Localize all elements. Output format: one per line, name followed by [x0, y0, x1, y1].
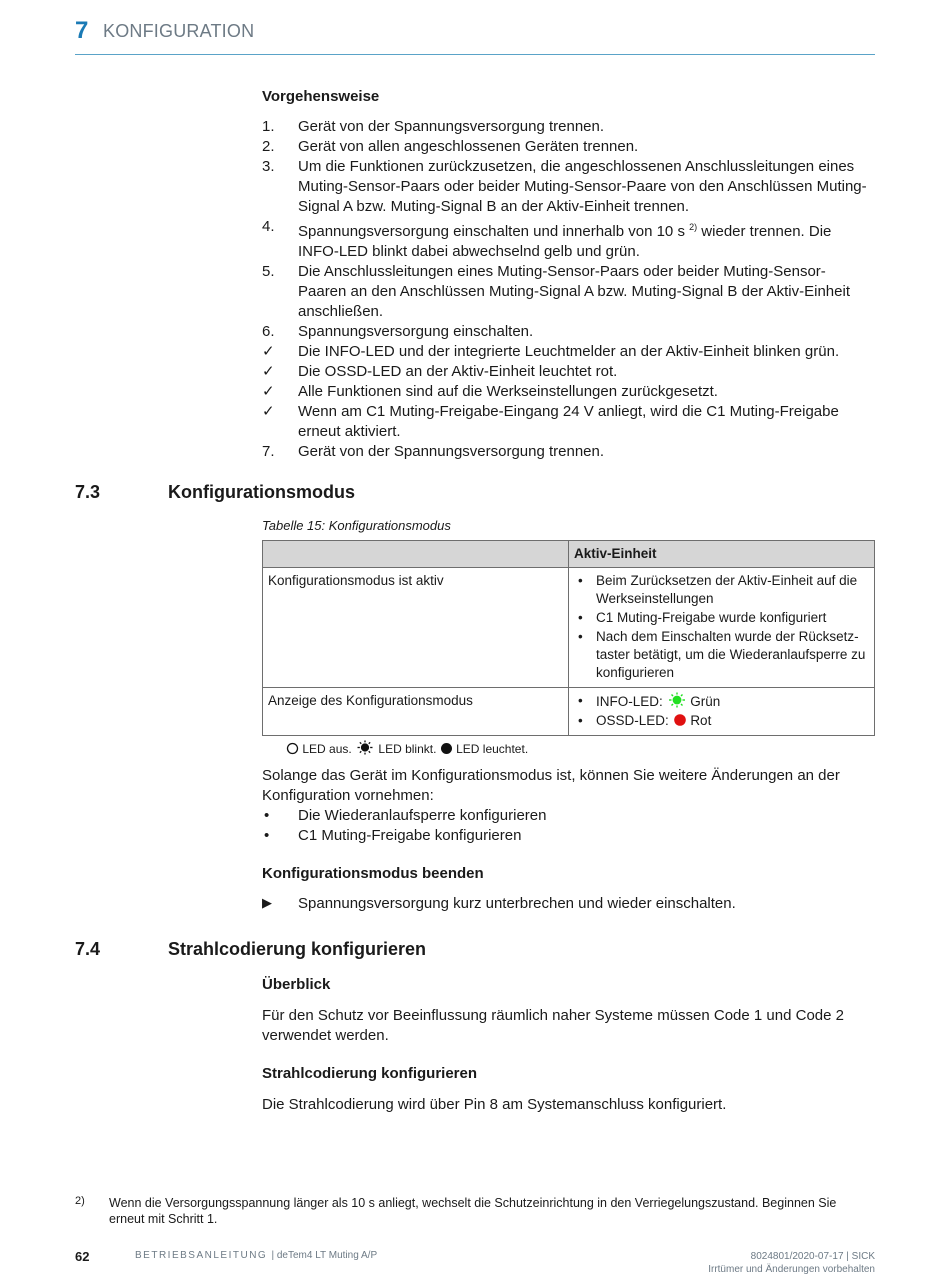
table-row — [263, 688, 875, 736]
legend-on-text: LED leuchtet. — [456, 742, 529, 756]
check-icon: ✓ — [262, 403, 275, 420]
step-number: 2. — [262, 138, 275, 155]
table-cell — [569, 568, 875, 688]
step-text: Die OSSD-LED an der Aktiv-Einheit leuchtet rot. — [298, 363, 618, 380]
step-item — [262, 117, 874, 137]
info-led-label: INFO-LED: — [596, 694, 663, 709]
list-item — [262, 806, 874, 826]
table-header-row — [263, 541, 875, 568]
table-cell: Anzeige des Konfigurationsmodus — [263, 688, 569, 736]
step-item — [262, 217, 874, 262]
procedure-steps — [262, 117, 874, 462]
cell-list — [574, 692, 869, 730]
result-item — [262, 382, 874, 402]
action-arrow-icon: ▶ — [262, 895, 272, 910]
step-text: Alle Funktionen sind auf die Werkseinstellungen zurückgesetzt. — [298, 383, 718, 400]
step-text: Spannungsversorgung einschalten. — [298, 323, 534, 340]
led-blinking-icon — [355, 740, 375, 755]
beam-coding-text: Die Strahlcodierung wird über Pin 8 am Systemanschluss konfiguriert. — [262, 1096, 727, 1113]
step-text: Gerät von allen angeschlossenen Geräten trennen. — [298, 138, 639, 155]
overview-text: Für den Schutz vor Beeinflussung räumlich naher Systeme müssen Code 1 und Code 2 verwendet werden. — [262, 1007, 844, 1044]
footnote-text: Wenn die Versorgungsspannung länger als 10 s anliegt, wechselt die Schutzeinrichtung in den Verriegelungszustand. Beginnen Sie erneut mit Schritt 1. — [109, 1196, 837, 1226]
footer-right — [708, 1250, 875, 1276]
info-led-value: Grün — [690, 694, 721, 709]
bullet-icon: • — [264, 827, 270, 844]
list-item: • Beim Zurücksetzen der Aktiv-Einheit auf die Werkseinstellungen — [574, 572, 869, 608]
config-mode-table — [262, 540, 875, 736]
led-off-icon — [286, 742, 299, 755]
section-number: 7.4 — [75, 939, 101, 959]
footer-doc-info — [135, 1250, 377, 1261]
table-header-cell: Aktiv-Einheit — [569, 541, 875, 568]
step-text: Wenn am C1 Muting-Freigabe-Eingang 24 V anliegt, wird die C1 Muting-Freigabe erneut aktiviert. — [298, 403, 839, 440]
table-row — [263, 568, 875, 688]
section-number: 7.3 — [75, 482, 101, 502]
ossd-led-label: OSSD-LED: — [596, 713, 669, 728]
step-text: Gerät von der Spannungsversorgung trennen. — [298, 118, 605, 135]
step-item — [262, 442, 874, 462]
step-number: 5. — [262, 263, 275, 280]
step-number: 7. — [262, 443, 275, 460]
bullet-text: Die Wiederanlaufsperre konfigurieren — [298, 807, 547, 824]
step-text: Um die Funktionen zurückzusetzen, die angeschlossenen Anschlussleitungen eines Muting-Sensor-Paars oder beider Muting-Sensor-Paare von den Anschlüssen Muting-Signal A bzw. Muting-Signal B an der Aktiv-Einheit trennen. — [298, 158, 867, 215]
action-step — [262, 895, 736, 912]
list-item: • C1 Muting-Freigabe wurde konfiguriert — [574, 609, 869, 627]
page-number: 62 — [75, 1249, 90, 1264]
section-title: Konfigurationsmodus — [168, 482, 355, 502]
step-text — [298, 217, 874, 262]
beam-coding-heading: Strahlcodierung konfigurieren — [262, 1065, 478, 1082]
footer-disclaimer: Irrtümer und Änderungen vorbehalten — [708, 1264, 875, 1275]
check-icon: ✓ — [262, 383, 275, 400]
footnote-number: 2) — [75, 1195, 85, 1207]
bullet-icon: • — [264, 807, 270, 824]
legend-blink-text: LED blinkt. — [378, 742, 437, 756]
footnote-ref[interactable]: 2) — [689, 222, 698, 232]
table-cell: Konfigurationsmodus ist aktiv — [263, 568, 569, 688]
step-number: 4. — [262, 218, 275, 235]
table-cell — [569, 688, 875, 736]
page-header — [75, 16, 875, 55]
step-item — [262, 262, 874, 322]
step-number: 1. — [262, 118, 275, 135]
led-on-red-icon — [673, 713, 687, 727]
step-item — [262, 157, 874, 217]
config-bullet-list — [262, 806, 874, 846]
check-icon: ✓ — [262, 363, 275, 380]
footer-doc-type: BETRIEBSANLEITUNG — [135, 1250, 268, 1261]
bullet-text: C1 Muting-Freigabe konfigurieren — [298, 827, 522, 844]
cell-list — [574, 572, 869, 682]
list-item — [574, 692, 869, 711]
result-item — [262, 402, 874, 442]
action-text: Spannungsversorgung kurz unterbrechen und wieder einschalten. — [298, 895, 736, 912]
section-title: Strahlcodierung konfigurieren — [168, 939, 427, 959]
list-item — [262, 826, 874, 846]
step-text: Die INFO-LED und der integrierte Leuchtmelder an der Aktiv-Einheit blinken grün. — [298, 343, 840, 360]
footer-doc-id: 8024801/2020-07-17 | SICK — [750, 1251, 875, 1262]
led-blinking-green-icon — [667, 692, 687, 708]
check-icon: ✓ — [262, 343, 275, 360]
list-item — [574, 712, 869, 730]
led-legend — [286, 740, 528, 756]
footer-product: deTem4 LT Muting A/P — [276, 1250, 378, 1261]
step-number: 6. — [262, 323, 275, 340]
step-text-part: wieder trennen. Die INFO-LED blinkt dabei abwechselnd gelb und grün. — [298, 223, 832, 260]
ossd-led-value: Rot — [690, 713, 712, 728]
table-caption: Tabelle 15: Konfigurationsmodus — [262, 518, 451, 533]
chapter-number: 7 — [75, 17, 89, 44]
procedure-heading: Vorgehensweise — [262, 88, 380, 105]
led-on-icon — [440, 742, 453, 755]
step-item — [262, 137, 874, 157]
overview-heading: Überblick — [262, 976, 331, 993]
step-item — [262, 322, 874, 342]
chapter-title: KONFIGURATION — [103, 21, 255, 41]
footer-separator: | — [271, 1250, 277, 1261]
end-config-heading: Konfigurationsmodus beenden — [262, 865, 484, 882]
step-number: 3. — [262, 158, 275, 175]
result-item — [262, 342, 874, 362]
step-text: Gerät von der Spannungsversorgung trennen. — [298, 443, 605, 460]
table-header-cell-empty — [263, 541, 569, 568]
step-text-part: Spannungsversorgung einschalten und innerhalb von 10 s — [298, 223, 690, 240]
legend-off-text: LED aus. — [302, 742, 352, 756]
list-item: • Nach dem Einschalten wurde der Rücksetz-taster betätigt, um die Wiederanlaufsperre zu konfigurieren — [574, 628, 869, 682]
config-intro-text: Solange das Gerät im Konfigurationsmodus ist, können Sie weitere Änderungen an der Konfiguration vornehmen: — [262, 767, 840, 804]
result-item — [262, 362, 874, 382]
step-text: Die Anschlussleitungen eines Muting-Sensor-Paars oder beider Muting-Sensor-Paaren an den Anschlüssen Muting-Signal A bzw. Muting-Signal B der Aktiv-Einheit anschließen. — [298, 263, 850, 320]
